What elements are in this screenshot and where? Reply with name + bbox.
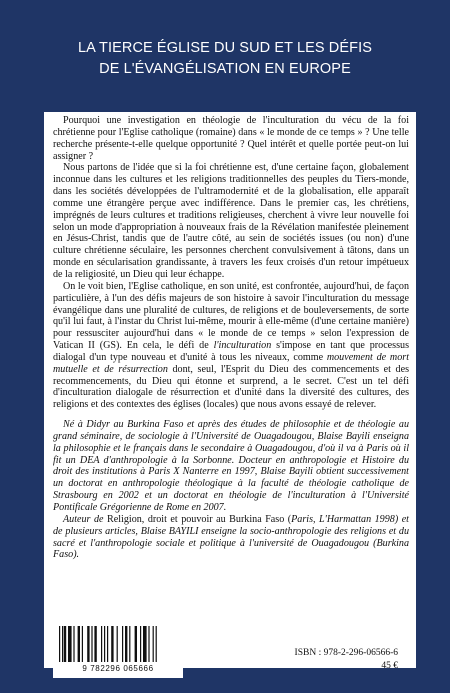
isbn-block bbox=[295, 647, 398, 673]
barcode-bars bbox=[57, 626, 179, 664]
p3-part-a: On le voit bien, l'Eglise catholique, en son unité, est confrontée, aujourd'hui, de façon particulière, à l'un des défis majeurs de son histoire à savoir l'inculturation du message évangélique dans une pluralité de cultures, de religions et de bouleversements, de sorte qu'il lui faut, à l'instar du Christ lui-même, mourir à elle-même (d'une certaine manière) pour ressusciter aujourd'hui dans « le monde de ce temps » selon l'expression de Vatican II (GS). En cela, le défi de bbox=[53, 280, 409, 352]
author-bio-2 bbox=[53, 514, 409, 561]
p3-emphasis-2: mouvement de mort mutuelle et de résurrection bbox=[53, 351, 409, 375]
p3-part-c: dont, seul, l'Esprit du Dieu des commencements et des recommencements, du Dieu qui étonne et surprend, a le secret. C'est un tel défi d'inculturation dialogale de résurrection et d'unité dans la diversité des cultures, des religions et des contextes des églises (locales) que nous avons essayé de relever. bbox=[53, 363, 409, 411]
book-title bbox=[20, 38, 430, 80]
p3-emphasis-1: l'inculturation bbox=[213, 340, 272, 352]
barcode bbox=[53, 626, 183, 678]
paragraph-3 bbox=[53, 281, 409, 411]
price: 45 € bbox=[381, 661, 398, 671]
bio2-rest: Paris, L'Harmattan 1998) et de plusieurs articles, Blaise BAYILI enseigne la socio-anthropologie des religions et du sacré et l'anthropologie sociale et politique à l'université de Ouagadougou (Burkina Faso). bbox=[53, 513, 409, 561]
isbn-label: ISBN : 978-2-296-06566-6 bbox=[294, 648, 398, 658]
barcode-digits: 9 782296 065666 bbox=[82, 664, 154, 673]
p3-part-b: s'impose en tant que processus dialogal d'un type nouveau et d'unité à tous les niveaux, comme bbox=[53, 340, 409, 363]
bio2-book-title: Religion, droit et pouvoir au Burkina Faso ( bbox=[103, 513, 292, 525]
author-bio-1: Né à Didyr au Burkina Faso et après des études de philosophie et de théologie au grand séminaire, de sociologie à l'Université de Ouagadougou, Blaise Bayili enseigna la philosophie et le français dans le secondaire à Ouagadougou, d'où il va à Paris où il fit un DEA d'anthropologie à la Sorbonne. Docteur en anthropologie et Histoire du droit des institutions à Paris X Nanterre en 1997, Blaise Bayili obtient successivement un doctorat en anthropologie théologique à la faculté de théologie catholique de Strasbourg en 2002 et un doctorat en théologie de l'inculturation à l'Université Pontificale Grégorienne de Rome en 2007. bbox=[53, 419, 409, 513]
title-line-1: LA TIERCE ÉGLISE DU SUD ET LES DÉFIS bbox=[78, 40, 372, 56]
bio2-lead: Auteur de bbox=[63, 513, 104, 525]
title-line-2: DE L'ÉVANGÉLISATION EN EUROPE bbox=[99, 61, 351, 77]
paragraph-1: Pourquoi une investigation en théologie de l'inculturation du vécu de la foi chrétienne pour l'Eglise catholique (romaine) dans « le monde de ce temps » ? Une telle recherche présente-t-elle quelque opportunité ? Quel intérêt et quelle portée peut-on lui assigner ? bbox=[53, 115, 409, 162]
paragraph-2: Nous partons de l'idée que si la foi chrétienne est, d'une certaine façon, globalement inconnue dans les cultures et les religions traditionnelles des peuples du Tiers-monde, dans les sociétés développées de l'ultramodernité et de la globalisation, elle apparaît comme une étrangère perçue avec indifférence. Dans le premier cas, les chrétiens, imprégnés de leurs cultures et traditions religieuses, cherchent à vivre leur nouvelle foi selon un mode d'appropriation à nouveaux frais de la Révélation manifestée pleinement en Jésus-Christ, tandis que de l'autre côté, au sein de sociétés issues (ou non) d'une culture chrétienne séculaire, les personnes cherchent convulsivement à tâtons, dans un monde en sécularisation grandissante, à travers les feux croisés d'un retour impétueux de la religiosité, un Dieu qui leur échappe. bbox=[53, 162, 409, 280]
back-cover-text bbox=[53, 115, 409, 561]
